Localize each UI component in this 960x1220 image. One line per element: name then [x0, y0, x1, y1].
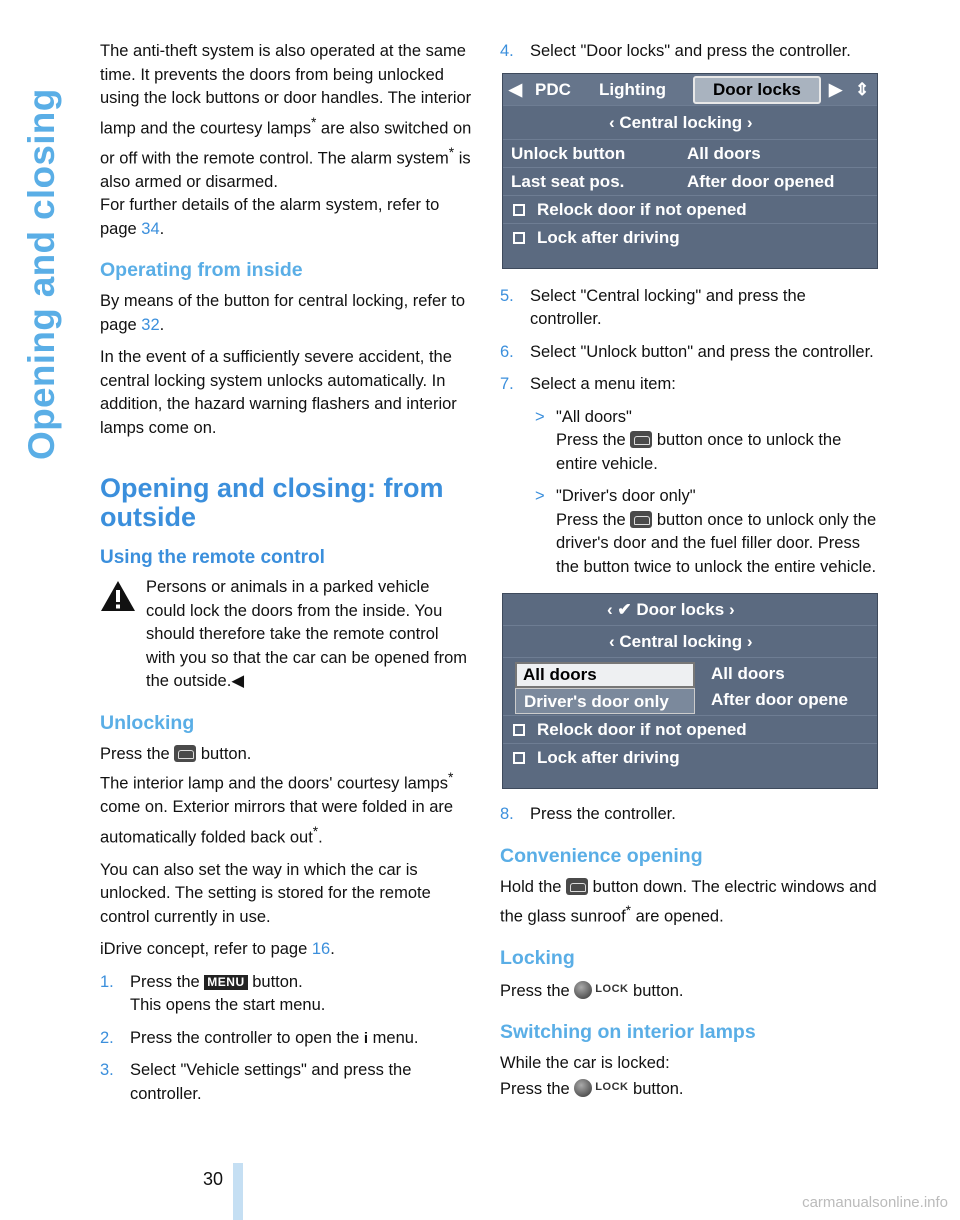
heading-interior-lamps: Switching on interior lamps — [500, 1021, 756, 1044]
info-menu-icon: i — [363, 1029, 369, 1047]
step-item: 5. Select "Central locking" and press the controller. — [500, 286, 806, 328]
remote-unlock-button-icon — [566, 878, 588, 895]
menu-button-icon: MENU — [204, 975, 247, 990]
page-number: 30 — [203, 1169, 224, 1189]
screen-door-locks — [502, 73, 878, 269]
tab-door-locks: Door locks — [693, 76, 821, 104]
end-mark: ◀ — [231, 672, 245, 690]
heading-unlocking: Unlocking — [100, 711, 195, 734]
warning-block — [100, 576, 472, 694]
step-item: 8. Press the controller. — [500, 805, 676, 823]
paragraph-idrive: iDrive concept, refer to page 16. — [100, 940, 335, 958]
heading-convenience-opening: Convenience opening — [500, 844, 703, 867]
scroll-icon: ⇕ — [855, 79, 870, 99]
checkbox-icon — [513, 232, 525, 244]
footer-bar — [233, 1163, 243, 1220]
left-column — [100, 40, 472, 1115]
screen-check-row: Relock door if not opened — [503, 716, 877, 744]
checkbox-icon — [513, 724, 525, 736]
arrow-left-icon: ◀ — [509, 79, 523, 99]
remote-unlock-button-icon — [630, 511, 652, 528]
page-link-34[interactable]: 34 — [141, 219, 160, 238]
paragraph-accident: In the event of a sufficiently severe accident, the central locking system unlocks automatically. In addition, the hazard warning flashers and interior lamps come on. — [100, 348, 457, 437]
paragraph-interior-lamps: While the car is locked: Press the LOCK button. — [500, 1054, 684, 1098]
screen-header: ‹ ✔ Door locks › — [503, 594, 877, 626]
screen-header: ‹ Central locking › — [503, 106, 877, 140]
step-item: 3. Select "Vehicle settings" and press the controller. — [100, 1061, 412, 1103]
heading-operating-inside: Operating from inside — [100, 259, 303, 281]
option-drivers-door: Driver's door only — [515, 688, 695, 714]
screen-row: Last seat pos. After door opened — [503, 168, 877, 196]
step-item: 1. Press the MENU button. This opens the start menu. — [100, 972, 326, 1014]
screen-check-row: Lock after driving — [503, 224, 877, 252]
step-item: 2. Press the controller to open the i menu. — [100, 1027, 472, 1051]
screen-check-row: Lock after driving — [503, 744, 877, 772]
arrow-right-icon: ▶ — [829, 79, 843, 99]
checkbox-icon — [513, 752, 525, 764]
paragraph-convenience: Hold the button down. The electric windows and the glass sunroof* are opened. — [500, 877, 877, 926]
paragraph-central-locking-ref: By means of the button for central locking, refer to page 32. — [100, 292, 466, 334]
steps-left — [100, 971, 472, 1107]
screen-central-locking — [502, 593, 878, 789]
page-link-32[interactable]: 32 — [141, 315, 160, 334]
optional-star: * — [310, 114, 317, 130]
paragraph-locking: Press the LOCK button. — [500, 978, 880, 1003]
bullet-item: > "Driver's door only" Press the button once to unlock only the driver's door and the fuel filler door. Press the button twice to unlock the entire vehicle. — [535, 487, 877, 576]
heading-opening-outside: Opening and closing: from outside — [100, 473, 444, 532]
lock-button-icon: LOCK — [574, 1076, 628, 1100]
tab-lighting: Lighting — [599, 79, 667, 99]
screen-check-row: Relock door if not opened — [503, 196, 877, 224]
remote-unlock-button-icon — [174, 745, 196, 762]
watermark: carmanualsonline.info — [802, 1193, 948, 1211]
warning-triangle-icon — [100, 580, 136, 612]
right-column — [500, 40, 880, 1110]
page-link-16[interactable]: 16 — [311, 940, 331, 958]
optional-star: * — [448, 144, 455, 160]
remote-unlock-button-icon — [630, 431, 652, 448]
screen-header: ‹ Central locking › — [503, 626, 877, 658]
tab-pdc: PDC — [535, 79, 571, 99]
screen-row: Unlock button All doors — [503, 140, 877, 168]
step-item: 4. Select "Door locks" and press the controller. — [500, 42, 851, 60]
paragraph-press-button: Press the button. The interior lamp and the doors' courtesy lamps* come on. Exterior mirrors that were folded in are automatically folded back out*. — [100, 744, 454, 846]
steps-right — [500, 285, 880, 580]
lock-button-icon: LOCK — [574, 978, 628, 1002]
warning-text: Persons or animals in a parked vehicle could lock the doors from the inside. You should therefore take the remote control with you so that the car can be opened from the outside.◀ — [146, 578, 468, 690]
paragraph-setting: You can also set the way in which the car is unlocked. The setting is stored for the remote control currently in use. — [100, 860, 431, 926]
checkbox-icon — [513, 204, 525, 216]
paragraph-anti-theft: The anti-theft system is also operated at the same time. It prevents the doors from being unlocked using the lock buttons or door handles. The interior lamp and the courtesy lamps* are also switched on or off with the remote control. The alarm system* is also armed or disarmed. For further details of the alarm system, refer to page 34. — [100, 42, 472, 238]
bullet-item: > "All doors" Press the button once to unlock the entire vehicle. — [535, 407, 842, 473]
chapter-side-tab: Opening and closing — [21, 88, 62, 460]
step-item: 7. Select a menu item: > "All doors" Press the button once to unlock the entire vehicle. > "Driver's door only" Press the button once to unlock only the driver's door and the fuel filler door. Press the button twice to unlock the entire vehicle. — [500, 373, 880, 579]
heading-remote-control: Using the remote control — [100, 547, 325, 568]
screen-popup-area: All doors Driver's door only All doors After door opene — [503, 658, 877, 716]
screen-tab-bar — [503, 74, 877, 106]
heading-locking: Locking — [500, 947, 575, 969]
option-all-doors: All doors — [515, 662, 695, 688]
step-item: 6. Select "Unlock button" and press the controller. — [500, 342, 874, 361]
